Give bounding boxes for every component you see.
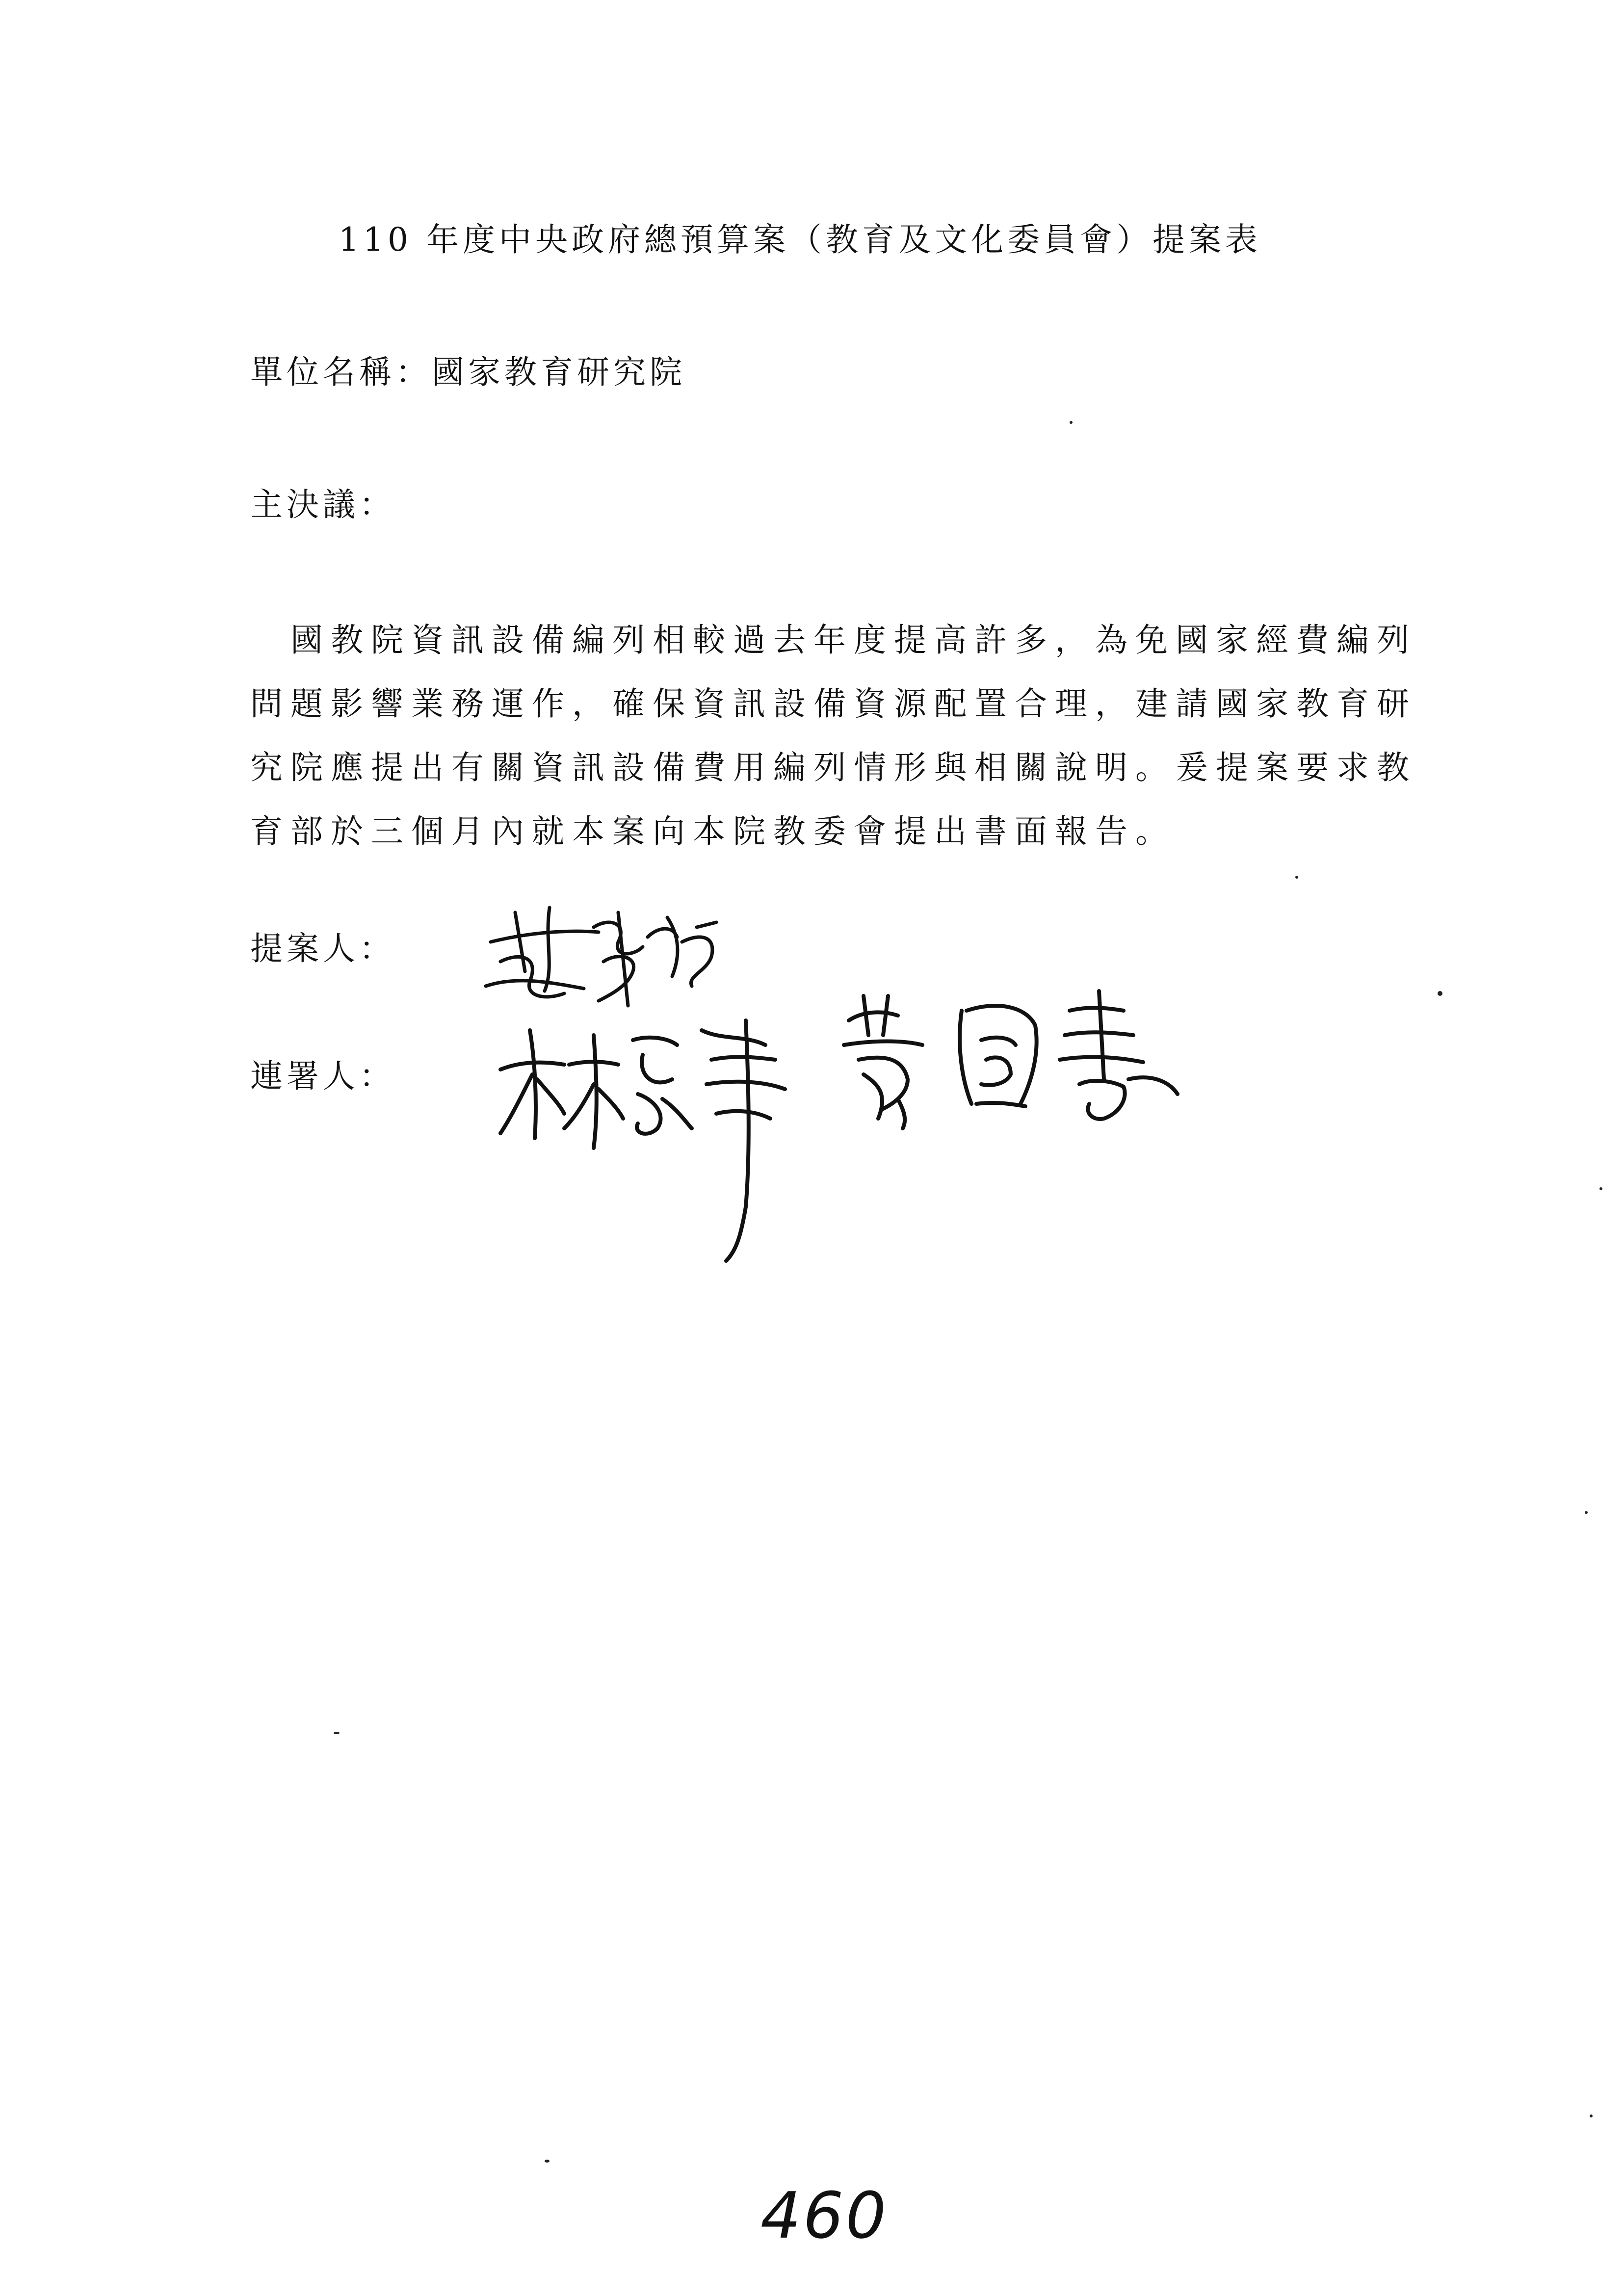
scan-speck (1599, 1187, 1602, 1190)
page-number: 460 (760, 2178, 889, 2253)
scan-speck (1590, 2114, 1593, 2117)
proposer-label: 提案人： (250, 930, 395, 967)
scan-speck (545, 2160, 550, 2163)
cosigner-signature-1 (491, 1001, 824, 1276)
body-line: 育部於三個月內就本案向本院教委會提出書面報告。 (250, 812, 1176, 850)
scan-speck (1295, 876, 1298, 879)
scan-speck (1070, 421, 1073, 424)
scan-speck (1585, 1511, 1588, 1514)
cosigner-label: 連署人： (250, 1057, 395, 1095)
body-line: 究院應提出有關資訊設備費用編列情形與相關說明。爰提案要求教 (250, 749, 1417, 786)
scan-speck (1438, 991, 1442, 996)
cosigner-signature-2 (834, 981, 1207, 1138)
scan-speck (334, 1732, 340, 1734)
unit-name-line: 單位名稱：國家教育研究院 (250, 353, 686, 391)
body-line: 問題影響業務運作，確保資訊設備資源配置合理，建請國家教育研 (250, 685, 1417, 723)
proposal-body (250, 608, 1417, 863)
proposer-signature (471, 883, 765, 1020)
body-line: 國教院資訊設備編列相較過去年度提高許多，為免國家經費編列 (290, 621, 1417, 659)
main-resolution-label: 主決議： (250, 486, 395, 523)
document-title: 110 年度中央政府總預算案（教育及文化委員會）提案表 (339, 221, 1261, 259)
